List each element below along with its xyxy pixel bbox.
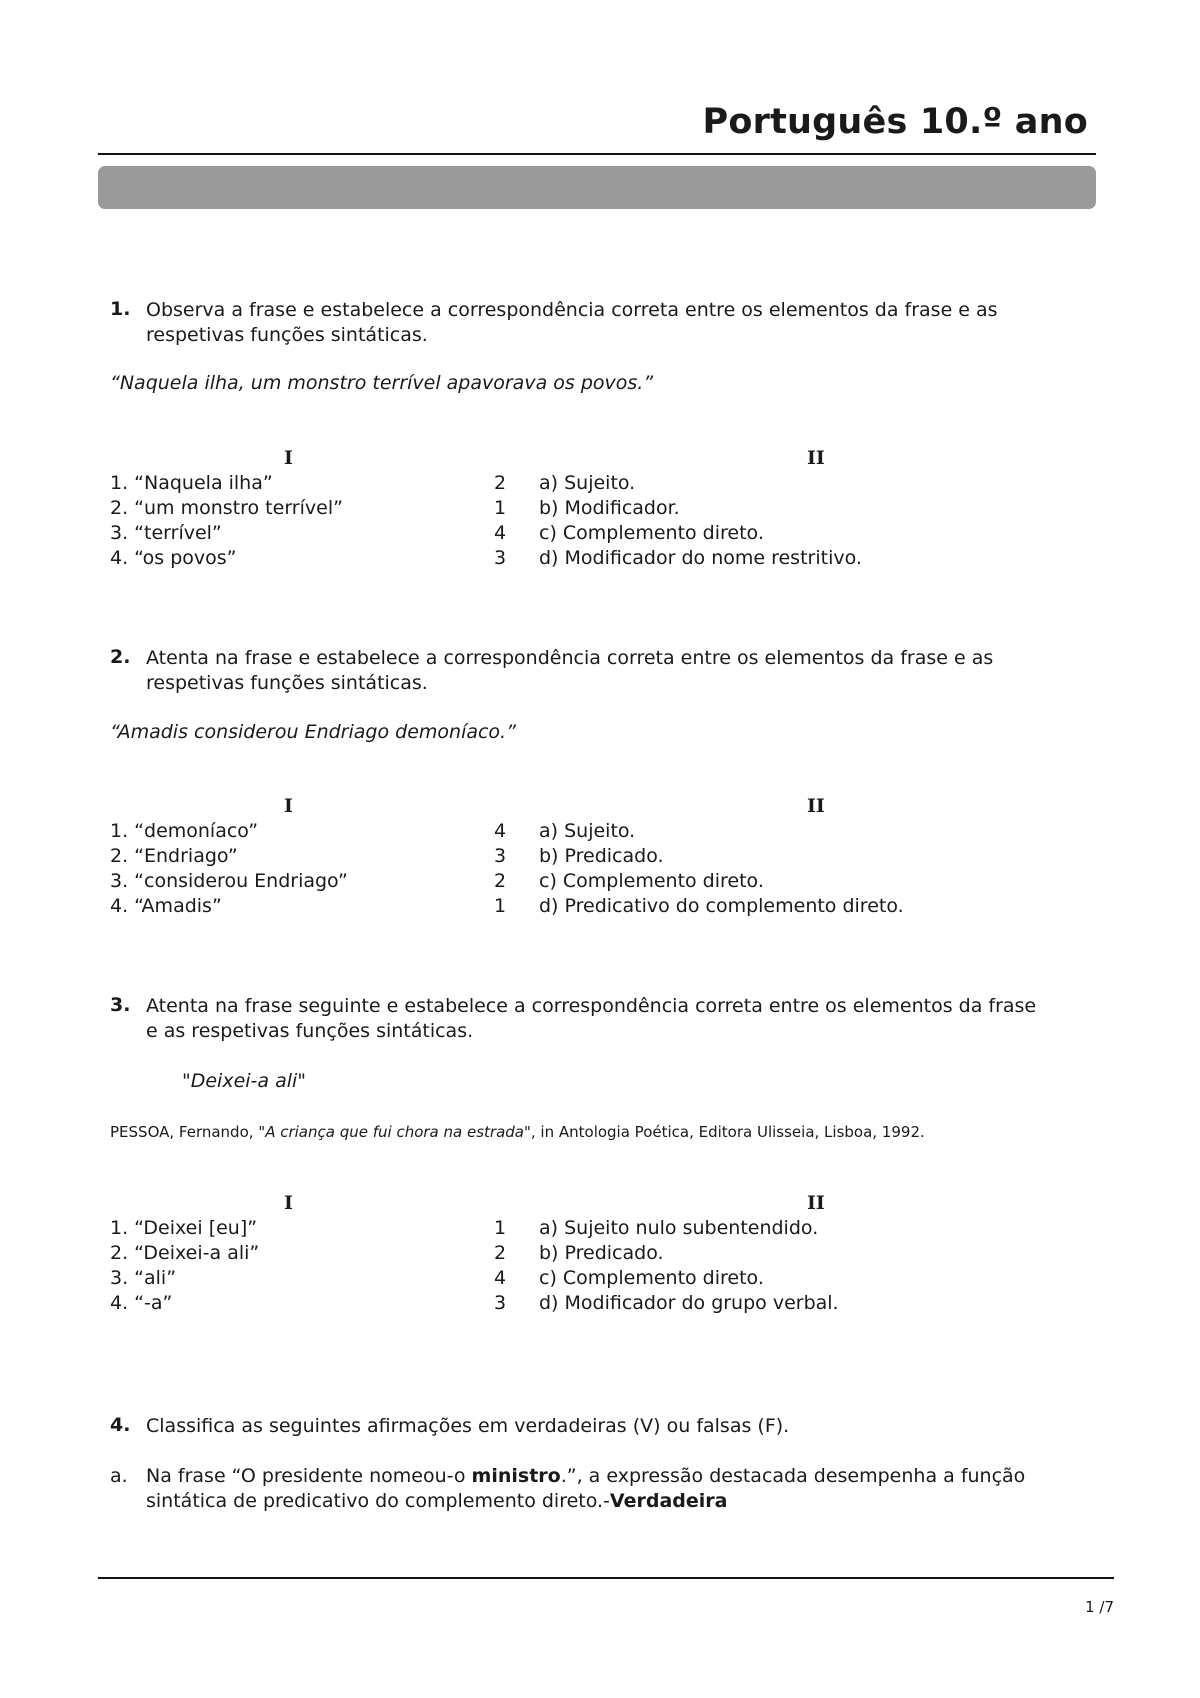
list-item: c) Complemento direto. bbox=[539, 1267, 764, 1289]
question-3-text-line1: Atenta na frase seguinte e estabelece a correspondência correta entre os elementos da frase bbox=[146, 995, 1037, 1017]
question-3-source-citation bbox=[110, 1123, 925, 1141]
item-text-end: .”, a expressão destacada desempenha a função bbox=[560, 1465, 1026, 1487]
question-2-quote: “Amadis considerou Endriago demoníaco.” bbox=[110, 721, 516, 743]
question-1-column-ii-header: II bbox=[807, 447, 825, 469]
highlighted-expression: ministro bbox=[471, 1465, 561, 1487]
question-1-right-column bbox=[539, 471, 862, 571]
question-3-answer-column bbox=[494, 1216, 506, 1316]
question-4-text: Classifica as seguintes afirmações em verdadeiras (V) ou falsas (F). bbox=[146, 1415, 790, 1437]
list-item: 4. “Amadis” bbox=[110, 895, 222, 917]
list-item: 3. “ali” bbox=[110, 1267, 177, 1289]
question-1-quote: “Naquela ilha, um monstro terrível apavorava os povos.” bbox=[110, 372, 654, 394]
item-answer: Verdadeira bbox=[609, 1490, 728, 1512]
list-item: 3. “considerou Endriago” bbox=[110, 870, 348, 892]
header-divider bbox=[98, 153, 1096, 155]
question-1-text-line2: respetivas funções sintáticas. bbox=[146, 324, 428, 346]
list-item: c) Complemento direto. bbox=[539, 870, 764, 892]
question-2-right-column bbox=[539, 819, 904, 919]
question-2-number: 2. bbox=[110, 646, 131, 668]
answer-value: 3 bbox=[494, 1292, 507, 1314]
question-1-column-i-header: I bbox=[284, 447, 293, 469]
question-3-number: 3. bbox=[110, 994, 131, 1016]
question-1-text-line1: Observa a frase e estabelece a correspondência correta entre os elementos da frase e as bbox=[146, 299, 998, 321]
question-4-item-line2 bbox=[146, 1489, 727, 1514]
list-item: 4. “os povos” bbox=[110, 547, 237, 569]
list-item: a) Sujeito. bbox=[539, 472, 636, 494]
list-item: 2. “Endriago” bbox=[110, 845, 238, 867]
answer-value: 1 bbox=[494, 1217, 507, 1239]
question-3-left-column bbox=[110, 1216, 259, 1316]
list-item: d) Modificador do nome restritivo. bbox=[539, 547, 862, 569]
list-item: 1. “Naquela ilha” bbox=[110, 472, 273, 494]
answer-value: 1 bbox=[494, 497, 507, 519]
list-item: d) Modificador do grupo verbal. bbox=[539, 1292, 839, 1314]
list-item: d) Predicativo do complemento direto. bbox=[539, 895, 904, 917]
question-3-right-column bbox=[539, 1216, 839, 1316]
answer-value: 3 bbox=[494, 845, 507, 867]
answer-value: 2 bbox=[494, 472, 507, 494]
question-1-answer-column bbox=[494, 471, 506, 571]
citation-author: PESSOA, Fernando, " bbox=[110, 1123, 266, 1141]
list-item: a) Sujeito. bbox=[539, 820, 636, 842]
question-1-left-column bbox=[110, 471, 343, 571]
citation-title: A criança que fui chora na estrada bbox=[265, 1123, 524, 1141]
list-item: c) Complemento direto. bbox=[539, 522, 764, 544]
answer-value: 4 bbox=[494, 1267, 507, 1289]
question-2-answer-column bbox=[494, 819, 506, 919]
question-2-text-line2: respetivas funções sintáticas. bbox=[146, 672, 428, 694]
question-3-column-i-header: I bbox=[284, 1192, 293, 1214]
item-text-continuation: sintática de predicativo do complemento direto.- bbox=[146, 1490, 610, 1512]
list-item: 4. “-a” bbox=[110, 1292, 173, 1314]
question-3-text-line2: e as respetivas funções sintáticas. bbox=[146, 1020, 474, 1042]
question-2-column-ii-header: II bbox=[807, 795, 825, 817]
citation-publication: ", in Antologia Poética, Editora Ulisseia, Lisboa, 1992. bbox=[523, 1123, 925, 1141]
list-item: 2. “Deixei-a ali” bbox=[110, 1242, 260, 1264]
header-banner bbox=[98, 166, 1096, 209]
list-item: 2. “um monstro terrível” bbox=[110, 497, 343, 519]
list-item: a) Sujeito nulo subentendido. bbox=[539, 1217, 819, 1239]
question-3-quote: "Deixei-a ali" bbox=[182, 1070, 307, 1092]
question-4-number: 4. bbox=[110, 1414, 131, 1436]
list-item: b) Predicado. bbox=[539, 1242, 664, 1264]
item-text-start: Na frase “O presidente nomeou-o bbox=[146, 1465, 472, 1487]
answer-value: 4 bbox=[494, 820, 507, 842]
question-2-text-line1: Atenta na frase e estabelece a correspondência correta entre os elementos da frase e as bbox=[146, 647, 994, 669]
question-2-left-column bbox=[110, 819, 348, 919]
answer-value: 4 bbox=[494, 522, 507, 544]
list-item: 3. “terrível” bbox=[110, 522, 222, 544]
page-title: Português 10.º ano bbox=[702, 102, 1088, 142]
question-2-column-i-header: I bbox=[284, 795, 293, 817]
answer-value: 2 bbox=[494, 870, 507, 892]
list-item: b) Predicado. bbox=[539, 845, 664, 867]
list-item: 1. “demoníaco” bbox=[110, 820, 259, 842]
answer-value: 2 bbox=[494, 1242, 507, 1264]
question-4-item-line1 bbox=[146, 1464, 1025, 1489]
question-4-item-letter: a. bbox=[110, 1465, 128, 1487]
answer-value: 1 bbox=[494, 895, 507, 917]
footer-divider bbox=[98, 1577, 1114, 1579]
question-3-column-ii-header: II bbox=[807, 1192, 825, 1214]
list-item: b) Modificador. bbox=[539, 497, 680, 519]
page-number: 1 /7 bbox=[1085, 1598, 1114, 1616]
answer-value: 3 bbox=[494, 547, 507, 569]
question-1-number: 1. bbox=[110, 298, 131, 320]
list-item: 1. “Deixei [eu]” bbox=[110, 1217, 258, 1239]
